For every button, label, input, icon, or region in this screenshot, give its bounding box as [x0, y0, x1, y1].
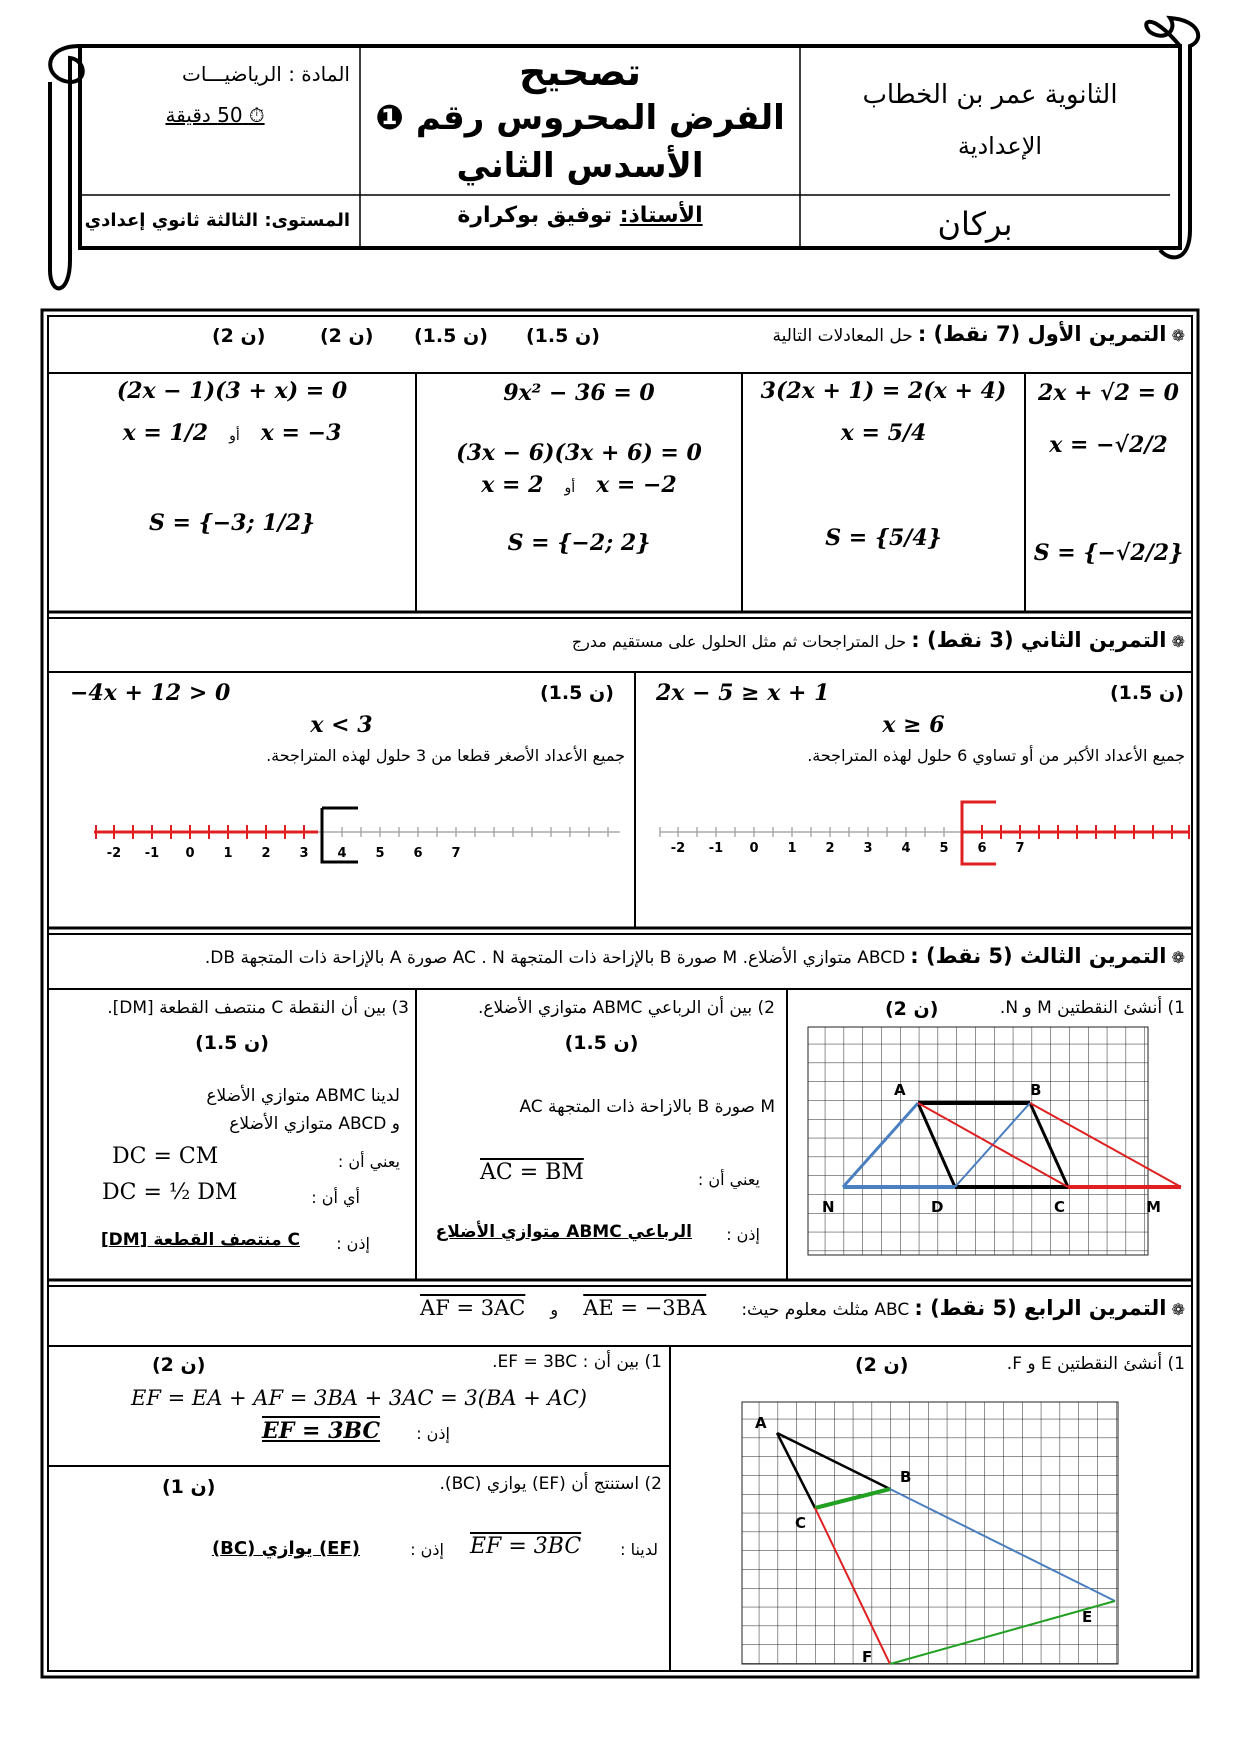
ex3-q3-l5: إذن : — [336, 1234, 370, 1253]
tick-left-0: -2 — [106, 846, 122, 861]
ex3-title: التمرين الثالث (5 نقط) : — [910, 944, 1167, 968]
ineq-left-pts: (1.5 ن) — [540, 682, 614, 704]
ex4-label-A: A — [755, 1414, 767, 1432]
tick-left-9: 7 — [451, 846, 461, 861]
flower-icon: ❁ — [1171, 326, 1185, 345]
ex3-q3-eq2: DC = ½ DM — [102, 1180, 238, 1205]
ex3-q3-l2: و ABCD متوازي الأضلاع — [229, 1114, 400, 1134]
ex3-q3-concl: C منتصف القطعة [DM] — [100, 1230, 300, 1250]
tick-right-2: 0 — [749, 841, 759, 856]
tick-left-7: 5 — [375, 846, 385, 861]
ex4-q1b-pts: (2 ن) — [152, 1354, 206, 1376]
ex4-q1-pts: (2 ن) — [855, 1354, 909, 1376]
ex4-q2-l1: لدينا : — [620, 1540, 658, 1559]
ex4-q1b-l: إذن : — [416, 1424, 450, 1443]
ex4-q1b-calc: EF = EA + AF = 3BA + 3AC = 3(BA + AC) — [131, 1386, 587, 1410]
school-name: الثانوية عمر بن الخطاب — [862, 80, 1118, 110]
ex1-pts-2: (1.5 ن) — [414, 325, 488, 347]
ticks-left — [107, 846, 461, 861]
ineq-right-pts: (1.5 ن) — [1110, 682, 1184, 704]
ex3-figure — [806, 1025, 1186, 1265]
ex3-label-B: B — [1030, 1081, 1042, 1099]
tick-right-0: -2 — [670, 841, 686, 856]
ex3-q3-eq1: DC = CM — [112, 1144, 219, 1169]
ex3-q2-l1: M صورة B بالازاحة ذات المتجهة AC — [519, 1097, 775, 1117]
ex3-label-D: D — [931, 1198, 944, 1216]
ex4-figure — [740, 1400, 1130, 1670]
number-line-left — [94, 808, 620, 862]
teacher-name: توفيق بوكرارة — [457, 203, 613, 228]
ex1-pts-1: (1.5 ن) — [526, 325, 600, 347]
ex1-header — [700, 322, 1185, 346]
ex3-q3-l4: أي أن : — [311, 1188, 360, 1207]
ex3-q3-l3: يعني أن : — [337, 1152, 400, 1171]
eq2-x: x = 5/4 — [840, 420, 927, 446]
clock-icon: ⏱ — [248, 103, 265, 127]
eq3-x2: x = −2 — [596, 472, 677, 498]
school-type: الإعدادية — [957, 132, 1043, 160]
tick-right-8: 6 — [977, 841, 987, 856]
ex3-statement: ABCD متوازي الأضلاع. M صورة B بالإزاحة ذات المتجهة AC . N صورة A بالإزاحة ذات المتجهة DB. — [204, 948, 906, 968]
ex3-q2: 2) بين أن الرباعي ABMC متوازي الأضلاع. — [477, 998, 775, 1018]
eq4-s: S = {−3; 1/2} — [148, 510, 316, 536]
ex4-q1: 1) أنشئ النقطتين E و F. — [1006, 1354, 1185, 1374]
eq3: 9x² − 36 = 0 — [503, 380, 655, 406]
tick-left-1: -1 — [144, 846, 160, 861]
ineq-right: 2x − 5 ≥ x + 1 — [656, 680, 830, 706]
ex1-pts-4: (2 ن) — [212, 325, 266, 347]
ex4-label-C: C — [795, 1514, 807, 1532]
subject: المادة : الرياضيـــات — [181, 62, 350, 86]
ex4-label-B: B — [900, 1468, 912, 1486]
eq4-roots — [48, 420, 416, 446]
ex4-and: و — [550, 1300, 559, 1319]
ex2-instruction: حل المتراجحات ثم مثل الحلول على مستقيم مدرج — [571, 632, 907, 651]
tick-left-5: 3 — [299, 846, 309, 861]
tick-right-1: -1 — [708, 841, 724, 856]
ex4-q2: 2) استنتج أن (EF) يوازي (BC). — [439, 1474, 662, 1494]
ex1-instruction: حل المعادلات التالية — [772, 326, 913, 346]
ex4-q1b-concl: EF = 3BC — [262, 1418, 380, 1444]
page-title: تصحيح — [519, 50, 641, 94]
ex4-q2-l2: إذن : — [410, 1540, 444, 1559]
ex3-q3-l1: لدينا ABMC متوازي الأضلاع — [206, 1086, 400, 1106]
eq3-roots — [416, 472, 742, 498]
tick-right-4: 2 — [825, 841, 835, 856]
ex3-label-N: N — [822, 1198, 835, 1216]
number-line-right — [660, 802, 1190, 864]
ex4-label-E: E — [1082, 1608, 1093, 1626]
tick-right-9: 7 — [1015, 841, 1025, 856]
eq4-x1: x = 1/2 — [122, 420, 209, 446]
ineq-left: −4x + 12 > 0 — [70, 680, 231, 706]
semester: الأسدس الثاني — [456, 146, 704, 186]
level: المستوى: الثالثة ثانوي إعدادي — [84, 210, 350, 231]
tick-left-4: 2 — [261, 846, 271, 861]
flower-icon: ❁ — [1171, 632, 1185, 651]
teacher-label: الأستاذ: — [619, 203, 703, 228]
ex4-title: التمرين الرابع (5 نقط) : — [914, 1296, 1167, 1320]
ex4-statement: ABC مثلث معلوم حيث: — [741, 1300, 910, 1320]
ex3-q2-eq: AC = BM — [480, 1160, 584, 1185]
tick-right-6: 4 — [901, 841, 911, 856]
eq4: (2x − 1)(3 + x) = 0 — [116, 378, 348, 404]
eq3-factor: (3x − 6)(3x + 6) = 0 — [456, 440, 702, 466]
tick-left-2: 0 — [185, 846, 195, 861]
ex3-q2-l2: يعني أن : — [697, 1170, 760, 1189]
tick-right-5: 3 — [863, 841, 873, 856]
number-lines — [0, 780, 1240, 890]
eq1: 2x + √2 = 0 — [1037, 380, 1179, 406]
ineq-left-text: جميع الأعداد الأصغر قطعا من 3 حلول لهذه المتراجحة. — [266, 746, 625, 765]
flower-icon: ❁ — [1171, 948, 1185, 967]
ineq-left-sol: x < 3 — [310, 712, 373, 738]
ex3-q3-pts: (1.5 ن) — [195, 1032, 269, 1054]
eq1-x: x = −√2/2 — [1049, 432, 1168, 458]
eq2-s: S = {5/4} — [825, 525, 942, 551]
ex2-header — [500, 628, 1185, 652]
tick-right-3: 1 — [787, 841, 797, 856]
ex4-header — [340, 1296, 1185, 1320]
tick-left-6: 4 — [337, 846, 347, 861]
ineq-right-sol: x ≥ 6 — [882, 712, 945, 738]
ex4-q1b: 1) بين أن : EF = 3BC. — [492, 1352, 662, 1372]
ineq-right-text: جميع الأعداد الأكبر من أو تساوي 6 حلول لهذه المتراجحة. — [807, 746, 1185, 765]
eq4-or: أو — [229, 428, 240, 444]
city-name: بركان — [937, 205, 1013, 243]
ex4-label-F: F — [862, 1648, 873, 1666]
ex4-q2-eq: EF = 3BC — [470, 1534, 582, 1559]
ex3-q2-pts: (1.5 ن) — [564, 1032, 639, 1054]
ex4-q2-pts: (1 ن) — [162, 1476, 216, 1498]
ex2-title: التمرين الثاني (3 نقط) : — [911, 628, 1167, 652]
ex3-q2-l3: إذن : — [726, 1225, 760, 1244]
tick-left-8: 6 — [413, 846, 423, 861]
ex4-q2-concl: (EF) يوازي (BC) — [211, 1538, 360, 1559]
ex3-label-C: C — [1054, 1198, 1066, 1216]
test-name: الفرض المحروس رقم ❶ — [375, 98, 785, 138]
ex3-q1: 1) أنشئ النقطتين M و N. — [999, 998, 1185, 1018]
flower-icon: ❁ — [1171, 1300, 1185, 1319]
duration-value: 50 دقيقة — [165, 103, 243, 127]
ex1-title: التمرين الأول (7 نقط) : — [917, 322, 1167, 346]
ex1-pts-3: (2 ن) — [320, 325, 374, 347]
eq3-x1: x = 2 — [481, 472, 544, 498]
ex3-q2-concl: الرباعي ABMC متوازي الأضلاع — [435, 1222, 692, 1242]
ticks-right — [671, 841, 1025, 856]
ex3-header — [85, 944, 1185, 968]
eq1-s: S = {−√2/2} — [1033, 540, 1184, 566]
ex3-label-M: M — [1146, 1198, 1161, 1216]
ex3-q3: 3) بين أن النقطة C منتصف القطعة [DM]. — [107, 998, 409, 1018]
ex4-eq-ae: AE = −3BA — [583, 1296, 707, 1320]
eq3-or: أو — [564, 480, 576, 496]
ex4-eq-af: AF = 3AC — [420, 1296, 526, 1320]
eq2: 3(2x + 1) = 2(x + 4) — [760, 378, 1007, 404]
ex3-label-A: A — [894, 1081, 906, 1099]
tick-left-3: 1 — [223, 846, 233, 861]
ex3-q1-pts: (2 ن) — [885, 998, 939, 1020]
tick-right-7: 5 — [939, 841, 949, 856]
eq3-s: S = {−2; 2} — [507, 530, 651, 556]
eq4-x2: x = −3 — [260, 420, 342, 446]
